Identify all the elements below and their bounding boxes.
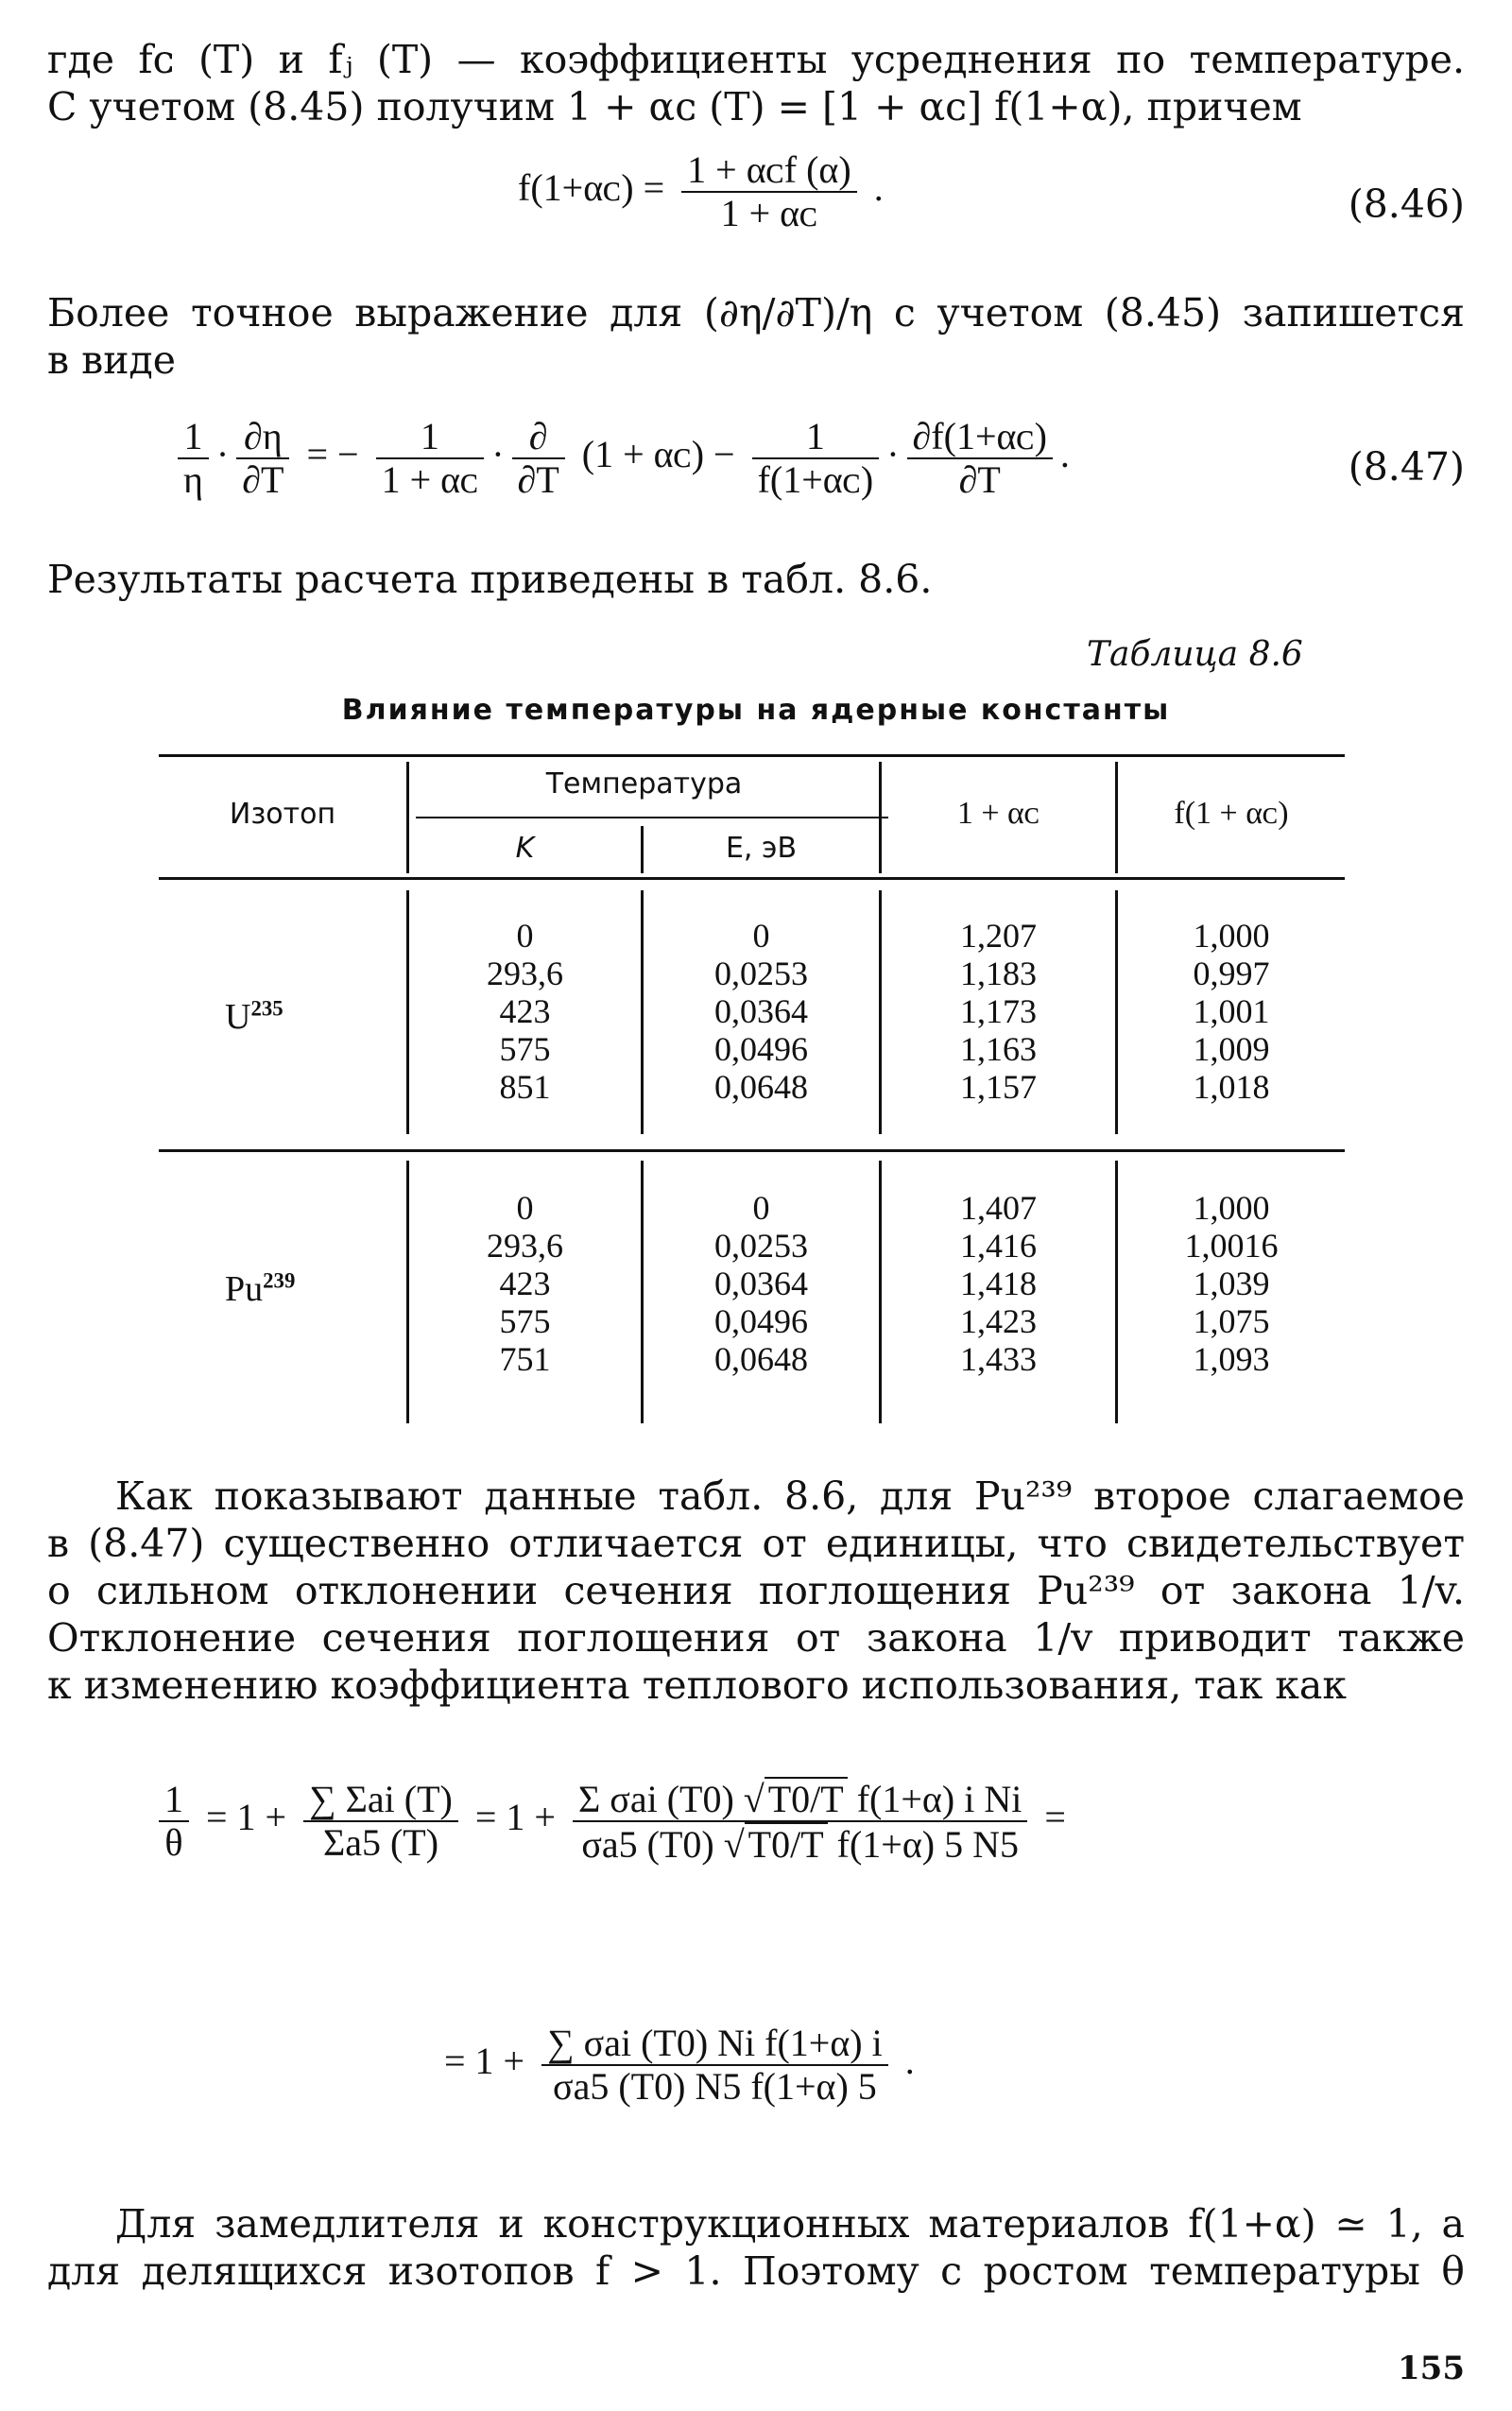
column-e: 0 0,0253 0,0364 0,0496 0,0648 <box>714 917 808 1106</box>
eq-fraction <box>541 2023 888 2108</box>
header-k: K <box>515 832 535 865</box>
header-e: E, эВ <box>725 832 798 865</box>
table-title: Влияние температуры на ядерные константы <box>341 694 1171 727</box>
table-rule-top <box>159 754 1345 757</box>
eq-lhs: f(1+αᴄ) = <box>518 166 665 210</box>
fraction-numerator: 1 + αᴄf (α) <box>681 149 857 193</box>
eq-tail: . <box>904 2040 915 2083</box>
fraction-numerator: ∑ σai (T0) Ni f(1+α) i <box>541 2023 888 2066</box>
fraction-denominator: 1 + αᴄ <box>381 458 479 501</box>
equation-8-47: $\frac{1}{\eta}$ · $\frac{\partial\eta}{\partial T}$ = − $\frac{1}{\text{1 + αᴄ}}$ · $\frac{\partial}{\partial T}$ (1 + αᴄ) − $\frac{1}{\text{f(1+αᴄ)}}$ · $\frac{\text{∂f(1+αᴄ)}}{\partial T}$ . <box>170 416 1070 501</box>
data-table <box>159 754 1345 1425</box>
equation-8-46 <box>518 149 884 234</box>
fraction-denominator: ∂T <box>517 458 559 501</box>
column-k: 0 293,6 423 575 751 <box>487 1189 563 1378</box>
text-line: в виде <box>47 337 177 383</box>
fraction-numerator: Σ σai (T0) √ T0/T f(1+α) i Ni <box>573 1777 1027 1822</box>
eq-operator: = 1 + <box>444 2040 525 2083</box>
isotope-label-pu239 <box>225 1268 295 1310</box>
fraction-denominator: η <box>183 458 203 501</box>
text-line: Результаты расчета приведены в табл. 8.6. <box>47 557 933 602</box>
fraction-denominator: f(1+αᴄ) <box>757 458 874 501</box>
fraction-denominator: ∂T <box>242 458 284 501</box>
isotope-symbol: Pu <box>225 1269 264 1309</box>
column-k: 0 293,6 423 575 851 <box>487 917 563 1106</box>
eq-fraction <box>376 416 485 501</box>
text-line: для делящихся изотопов f > 1. Поэтому с ростом температуры θ <box>47 2248 1465 2294</box>
eq-fraction <box>907 416 1053 501</box>
eq-operator: = 1 + <box>474 1796 556 1839</box>
table-rule-temperature <box>416 817 888 818</box>
fraction-denominator: σa5 (T0) √ T0/T f(1+α) 5 N5 <box>581 1823 1020 1866</box>
equation-number: (8.47) <box>1348 444 1465 490</box>
header-temperature: Температура <box>545 767 743 801</box>
column-alpha: 1,407 1,416 1,418 1,423 1,433 <box>960 1189 1037 1378</box>
fraction-numerator: ∑ Σai (T) <box>303 1779 458 1822</box>
column-e: 0 0,0253 0,0364 0,0496 0,0648 <box>714 1189 808 1378</box>
fraction-numerator: 1 <box>159 1779 189 1822</box>
numerator-part: f(1+α) i Ni <box>856 1778 1022 1820</box>
eq-fraction <box>512 416 565 501</box>
denominator-part: f(1+α) 5 N5 <box>836 1823 1020 1866</box>
text-line: в (8.47) существенно отличается от единицы, что свидетельствует <box>47 1521 1465 1566</box>
text-line: о сильном отклонении сечения поглощения Pu²³⁹ от закона 1/v. <box>47 1568 1465 1613</box>
equation-number: (8.46) <box>1348 181 1465 227</box>
eq-operator: = <box>1044 1796 1066 1839</box>
table-label: Таблица 8.6 <box>1087 635 1303 674</box>
eq-operator: = 1 + <box>206 1796 287 1839</box>
column-alpha: 1,207 1,183 1,173 1,163 1,157 <box>960 917 1037 1106</box>
eq-tail: . <box>873 166 884 210</box>
equation-theta-line-1 <box>151 1777 1066 1866</box>
fraction-numerator: 1 <box>178 416 209 459</box>
denominator-part: σa5 (T0) <box>581 1823 714 1866</box>
text-line: Для замедлителя и конструкционных материалов f(1+α) ≃ 1, а <box>115 2201 1465 2247</box>
eq-fraction <box>752 416 880 501</box>
isotope-mass: 239 <box>263 1268 296 1293</box>
page-number: 155 <box>1398 2350 1465 2387</box>
table-rule-header <box>159 877 1345 880</box>
fraction-denominator: θ <box>164 1821 183 1864</box>
eq-fraction <box>573 1777 1027 1866</box>
isotope-mass: 235 <box>250 996 284 1021</box>
fraction-numerator: ∂η <box>236 416 289 459</box>
text-line: Как показывают данные табл. 8.6, для Pu²³⁹ второе слагаемое <box>115 1473 1465 1519</box>
fraction-numerator: ∂f(1+αᴄ) <box>907 416 1053 459</box>
fraction-denominator: ∂T <box>958 458 1001 501</box>
eq-fraction <box>178 416 209 501</box>
eq-fraction <box>681 149 857 234</box>
header-f: f(1 + αᴄ) <box>1174 796 1289 831</box>
fraction-denominator: 1 + αᴄ <box>720 192 818 234</box>
fraction-numerator: ∂ <box>512 416 565 459</box>
eq-operator: = − <box>306 433 359 476</box>
text-line: Отклонение сечения поглощения от закона 1/v приводит также <box>47 1615 1465 1661</box>
fraction-denominator: σa5 (T0) N5 f(1+α) 5 <box>553 2065 877 2108</box>
eq-fraction <box>303 1779 458 1864</box>
numerator-part: Σ σai (T0) <box>578 1778 734 1820</box>
eq-fraction <box>236 416 289 501</box>
text-line: к изменению коэффициента теплового использования, так как <box>47 1662 1347 1708</box>
fraction-denominator: Σa5 (T) <box>322 1821 439 1864</box>
text-line: где fᴄ (T) и fⱼ (T) — коэффициенты усреднения по температуре. <box>47 37 1465 82</box>
isotope-symbol: U <box>225 997 251 1037</box>
isotope-label-u235 <box>225 996 284 1038</box>
sqrt-term: T0/T <box>765 1777 848 1820</box>
text-line: С учетом (8.45) получим 1 + αᴄ (T) = [1 + αᴄ] f(1+α), причем <box>47 84 1302 129</box>
sqrt-term: T0/T <box>745 1822 828 1866</box>
eq-middle: (1 + αᴄ) − <box>581 433 735 476</box>
table-rule-group <box>159 1149 1345 1152</box>
column-f: 1,000 0,997 1,001 1,009 1,018 <box>1193 917 1270 1106</box>
column-f: 1,000 1,0016 1,039 1,075 1,093 <box>1184 1189 1279 1378</box>
equation-theta-line-2 <box>444 2023 915 2108</box>
header-one-plus-alpha: 1 + αᴄ <box>956 796 1040 831</box>
fraction-numerator: 1 <box>376 416 485 459</box>
eq-fraction <box>159 1779 189 1864</box>
fraction-numerator: 1 <box>752 416 880 459</box>
text-line: Более точное выражение для (∂η/∂T)/η с учетом (8.45) запишется <box>47 290 1465 336</box>
header-isotope: Изотоп <box>229 798 336 831</box>
